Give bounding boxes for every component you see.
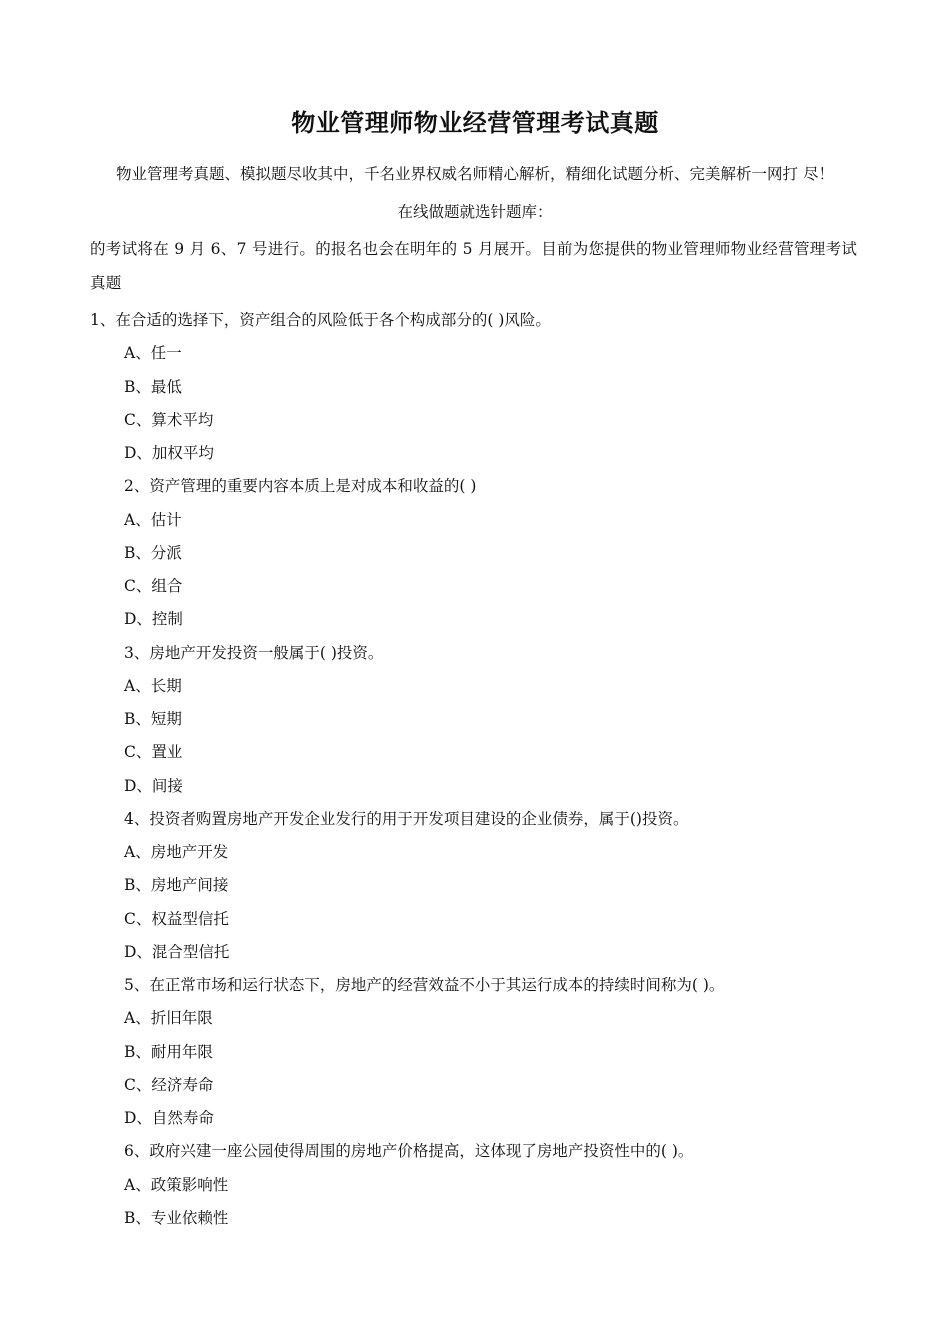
answer-option: C、算术平均 (124, 410, 214, 429)
answer-option: A、政策影响性 (124, 1175, 229, 1194)
answer-option: B、专业依赖性 (124, 1208, 229, 1227)
answer-option: D、间接 (124, 776, 183, 795)
answer-option: C、经济寿命 (124, 1075, 214, 1094)
answer-option: A、房地产开发 (124, 843, 229, 861)
question-text: 4、投资者购置房地产开发企业发行的用于开发项目建设的企业债券，属于()投资。 (124, 809, 689, 828)
answer-option: B、短期 (124, 710, 182, 728)
question-text: 2、资产管理的重要内容本质上是对成本和收益的( ) (124, 477, 477, 496)
answer-option: C、置业 (124, 743, 183, 762)
question-text: 5、在正常市场和运行状态下，房地产的经营效益不小于其运行成本的持续时间称为( )。 (124, 976, 725, 994)
answer-option: B、房地产间接 (124, 876, 229, 895)
document-title: 物业管理师物业经营管理考试真题 (291, 108, 659, 137)
answer-option: C、组合 (124, 577, 183, 595)
answer-option: D、加权平均 (124, 444, 214, 462)
answer-option: A、任一 (124, 344, 182, 363)
question-text: 6、政府兴建一座公园使得周围的房地产价格提高，这体现了房地产投资性中的( )。 (124, 1142, 694, 1161)
answer-option: A、折旧年限 (124, 1009, 213, 1028)
question-list (90, 304, 890, 1235)
answer-option: B、分派 (124, 543, 182, 562)
answer-option: D、控制 (124, 610, 183, 629)
answer-option: B、最低 (124, 377, 182, 396)
answer-option: C、权益型信托 (124, 909, 229, 928)
question-text: 3、房地产开发投资一般属于( )投资。 (124, 643, 384, 662)
intro-line-question-bank: 在线做题就选针题库： (397, 203, 553, 221)
intro-line: 物业管理考真题、模拟题尽收其中，千名业界权威名师精心解析，精细化试题分析、完美解析一网打 尽！ (116, 165, 834, 183)
intro-paragraph: 的考试将在 9 月 6、7 号进行。的报名也会在明年的 5 月展开。目前为您提供的物业管理师物业经营管理考试真题 (90, 240, 858, 292)
answer-option: A、长期 (124, 676, 182, 695)
answer-option: B、耐用年限 (124, 1042, 213, 1061)
answer-option: D、混合型信托 (124, 942, 230, 961)
answer-option: D、自然寿命 (124, 1109, 214, 1127)
answer-option: A、估计 (124, 510, 182, 529)
question-text: 1、在合适的选择下，资产组合的风险低于各个构成部分的( )风险。 (90, 311, 551, 329)
